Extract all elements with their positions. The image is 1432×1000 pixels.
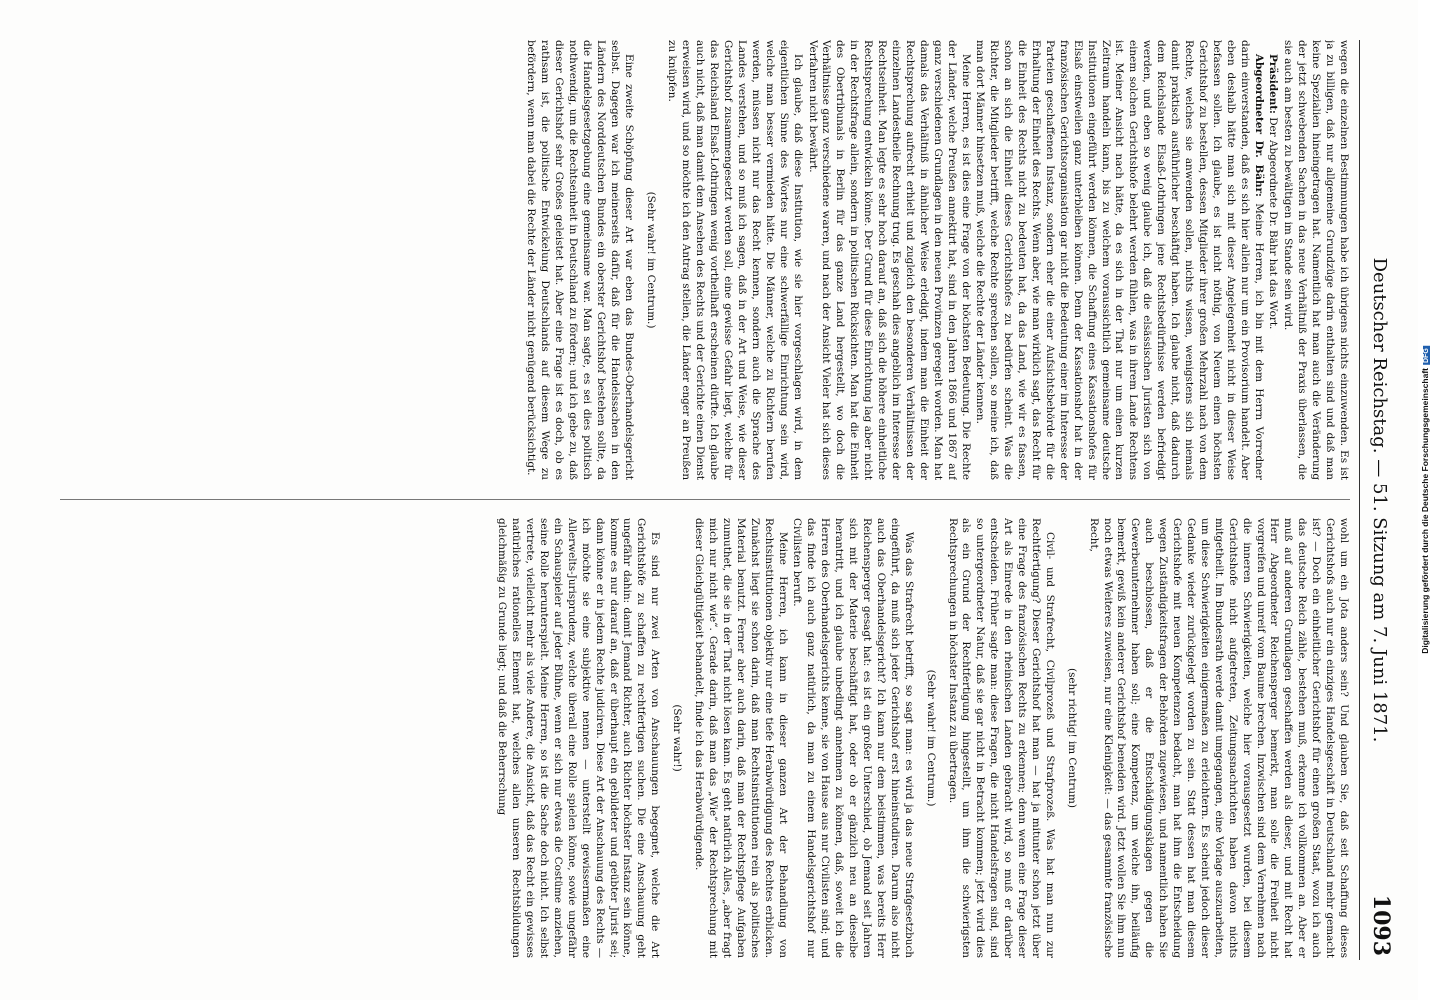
paragraph	[973, 40, 1265, 480]
speaker-label: Abgeordneter Dr. Bähr:	[1252, 54, 1265, 197]
paragraph: wegen die einzelnen Bestimmungen habe ich übrigens nichts einzuwenden. Es ist ja zu billigen, daß nur allgemeine Grundzüge darin enthalten sind und daß man keine Spezialien hineingetragen hat. Namentlich hat man auch die Veränderung der jetzt schwebenden Sachen in das neue Verhältniß der Praxis überlassen, die sie auch am besten zu bewältigen im Stande sein wird.	[1282, 40, 1350, 480]
credit-line	[1420, 346, 1430, 654]
paragraph: Eine zweite Schöpfung dieser Art war eben das Bundes-Oberhandelsgericht selbst. Dagegen war ich meinerseits dafür, daß für die Handelssachen in den Ländern des Norddeutschen Bundes ein oberster Gerichtshof bestehen sollte, da die Handelsgesetzgebung eine gemeinsame war. Man sagte, es sei dies politisch nothwendig, um die Rechtseinheit in Deutschland zu fördern; und ich gebe zu, daß dieser Gerichtshof sehr Großes geleistet hat. Aber eine Frage ist es doch, ob es rathsam ist, die politische Entwickelung Deutschlands auf diesem Wege zu befördern, wenn man dabei die Rechte der Länder nicht genügend berücksichtigt.	[525, 40, 635, 480]
header-rule	[1359, 40, 1360, 960]
speaker-label: Präsident:	[1267, 54, 1280, 114]
running-head	[1356, 40, 1396, 960]
paragraph: wohl um ein Jota anders sein? Und glauben Sie, daß seit Schaffung dieses Gerichtshofs auch nur ein einziges Handelsgeschäft in Deutschland mehr gemacht ist? — Doch ein einheitlicher Gerichtshof für einen großen Staat, wozu ich auch das deutsche Reich zähle, bestehen muß, erkenne ich vollkommen an. Aber er muß auf anderen Grundlagen geschaffen werden als dieser, und mit Recht hat Herr Abgeordneter Reichensperger bemerkt, man solle die Freiheit nicht vorgreifen und unreif vom Baume brechen. Inzwischen sind dem Vernehmen nach die inneren Schwierigkeiten, welche hier vorausgesetzt wurden, bei diesem Gerichtshofe nicht aufgetreten, Zeitungsnachrichten haben davon nichts mitgetheilt. Im Bundesrath werde damit umgegangen, eine Vorlage auszuarbeiten, um diese Schwierigkeiten einigermaßen zu erleichtern. Es scheint jedoch dieser Gedanke wieder zurückgelegt worden zu sein. Statt dessen hat man diesem Gerichtshofe mit neuen Kompetenzen bedacht, man hat ihm die Entscheidung wegen Zuständigkeitsfragen der Behörden zugewiesen, und namentlich haben Sie auch beschlossen, daß er die Entschädigungsklagen gegen die Gewerbeunternehmer haben soll; eine Kompetenz, um welche ihn, beiläufig bemerkt, gewiß kein anderer Gerichtshof beneiden wird. Jetzt wollen Sie ihm nun noch etwas Weiteres zuweisen, nur eine Kleinigkeit: — das gesammte französische Recht,	[1087, 518, 1350, 958]
credit-text: Digitalisierung gefördert durch die Deutsche Forschungsgemeinschaft	[1420, 368, 1430, 654]
paragraph: Meine Herren, es ist dies eine Frage von der höchsten Bedeutung. Die Rechte der Länder, welche Preußen annektirt hat, sind in den Jahren 1866 und 1867 auf ganz verschiedenen Grundlagen in den neuen Provinzen geregelt worden. Man hat damals das Verhältniß in ähnlicher Weise erledigt, indem man die Einheit der Rechtsprechung aufrecht erhielt und zugleich den besonderen Verhältnissen der einzelnen Landestheile Rechnung trug. Es geschah dies angeblich im Interesse der Rechtseinheit. Man legte es sehr hoch darauf an, daß sich die höhere einheitliche Rechtsprechung entwickeln könne. Der Grund für diese Einrichtung lag aber nicht in der Rechtsfrage allein, sondern in politischen Rücksichten. Man hat die Einheit des Obertribunals in Berlin für das ganze Land hergestellt, wo doch die Verhältnisse ganz verschiedene waren, und nach der Ansicht Vieler hat sich dieses Verfahren nicht bewährt.	[806, 40, 972, 480]
digitization-credit	[1418, 0, 1432, 1000]
column-divider	[60, 499, 1350, 500]
page-number: 1093	[1368, 894, 1394, 956]
paragraph-text: Meine Herren, ich bin mit dem Herrn Vorredner darin einverstanden, daß es sich hier allein nur um ein Provisorium handelt. Aber eben deshalb hätte man sich mit dieser Angelegenheit nicht in dieser Weise befassen sollen. Ich glaube, es ist nicht nöthig, von Neuem einen höchsten Gerichtshof zu bestellen, dessen Mitglieder ihrer großen Mehrzahl nach von dem Rechte, welches sie anwenden sollen, nichts wissen, wenigstens sich niemals damit praktisch ausführlicher beschäftigt haben. Ich glaube nicht, daß dadurch dem Reichslande Elsaß-Lothringen jene Rechtsbedürfnisse werden befriedigt werden, und eben so wenig glaube ich, daß die elsässischen Juristen sich von einem solchen Gerichtshofe belehrt werden fühlen, was in ihrem Lande Rechtens ist. Meiner Ansicht nach hätte, da es sich in der That nur um einen kurzen Zeitraum handeln kann, bis zu welchem voraussichtlich gemeinsame deutsche Institutionen eingeführt werden können, die Schaffung eines Kassationshofes für Elsaß einstweilen ganz unterbleiben können. Denn der Kassationshof hat in der französischen Gerichtsorganisation gar nicht die Bedeutung einer im Interesse der Parteien geschaffenen Instanz, sondern eher die einer Aufsichtsbehörde für die Erhaltung der Einheit des Rechts. Wenn aber, wie man wirklich sagt, das Recht für die Einheit des Rechts nicht zu bedeuten hat, da das Land, wie wir es fassen, schon an sich die Einheit dieses Gerichtshofes zu bedürfen scheint. Was die Richter, die Mitglieder betrifft, welche Rechte sprechen sollen, so meine ich, daß man dort Männer hinsetzen muß, welche die Rechte der Länder kennen.	[974, 40, 1265, 480]
rotated-print-page	[36, 40, 1396, 960]
interjection: (Sehr wahr! im Centrum.)	[924, 669, 937, 807]
paragraph: Civil- und Strafrecht, Civilprozeß und Strafprozeß. Was hat man nun zur Rechtfertigung? Dieser Gerichtshof hat man — hat ja mitunter schon jetzt über eine Frage des französischen Rechts zu erkennen; denn wenn eine Frage dieser Art als Einrede in den rheinischen Landen gebracht wird, so muß er darüber entscheiden. Früher sagte man: diese Fragen, die nicht Handelsfragen sind, sind so untergeordneter Natur, daß sie gar nicht in Betracht kommen; jetzt wird dies als ein Grund der Rechtfertigung hingestellt, um ihm die schwierigsten Rechtsprechungen in höchster Instanz zu übertragen.	[946, 518, 1056, 958]
text-column-right	[50, 518, 1350, 958]
paragraph-text: Der Abgeordnete Dr. Bähr hat das Wort.	[1267, 117, 1280, 330]
interjection: (Sehr wahr!)	[671, 704, 684, 772]
paragraph: Es sind nur zwei Arten von Anschauungen begegnet, welche die Art Gerichtshöfe zu schaffen zu rechtfertigen suchen. Die eine Anschauung geht ungefähr dahin: damit Jemand Richter, auch Richter höchster Instanz sein könne, komme es nur darauf an, daß er überhaupt ein gebildeter und geübter Jurist sei; dann könne er in jedem Rechte judiciren. Diese Art der Anschauung des Rechts — ich möchte sie eine subjektive nennen — unterstellt gewissermaßen eine Allerwelts-Jurisprudenz, welche überall eine Rolle spielen könne, sowie ungefähr ein Schauspieler auf jeder Bühne, wenn er sich nur etwas die Costüme anziehen, seine Rolle herunterspielt. Meine Herren, so ist die Sache doch nicht. Ich selbst vertrete, vielleicht mehr als viele Andere, die Ansicht, daß das Recht ein gewisses natürliches rationelles Element hat, welches allen unseren Rechtsbildungen gleichmäßig zu Grunde liegt; und daß die Beherrschung	[496, 518, 662, 958]
paragraph: Ich glaube, daß diese Institution, wie sie hier vorgeschlagen wird, in dem eigentlichen Sinne des Wortes nur eine schwerfällige Einrichtung sein wird, welche man besser vermieden hätte. Die Männer, welche zu Richtern berufen werden, müssen nicht nur das Recht kennen, sondern auch die Sprache des Landes verstehen, und so muß ich sagen, daß in der Art und Weise, wie dieser Gerichtshof zusammengesetzt werden soll, eine gewisse Gefahr liegt, welche für das Reichsland Elsaß-Lothringen wenig vortheilhaft erscheinen dürfte. Ich glaube auch nicht, daß man damit dem Ansehen des Rechts und der Gerichte einen Dienst erweisen wird, und so möchte ich den Antrag stellen, die Länder enger an Preußen zu knüpfen.	[666, 40, 804, 480]
interjection: (sehr richtig! im Centrum)	[1065, 668, 1078, 808]
text-column-left	[50, 40, 1350, 480]
paragraph	[1266, 40, 1280, 480]
interjection: (Sehr wahr! im Centrum.)	[644, 191, 657, 329]
dfg-logo: DFG	[1423, 348, 1430, 364]
paragraph: Was das Strafrecht betrifft, so sagt man: es wird ja das neue Strafgesetzbuch eingeführt, da muß sich jeder Gerichtshof erst hineinstudiren. Darum also nicht auch das Oberhandelsgericht? Ich kann nur dem beistimmen, was bereits Herr Reichensperger gesagt hat: es ist ein großer Unterschied, ob Jemand seit Jahren sich mit der Materie beschäftigt hat, oder ob er gänzlich neu an dieselbe herantritt, und ich glaube unbedingt annehmen zu können, daß, soweit ich die Herren des Oberhandelsgerichts kenne, sie von Hause aus nur Civilisten sind; und das finde ich auch ganz natürlich, da man zu einem Handelsgerichtshof nur Civilisten beruft.	[791, 518, 915, 958]
running-head-title: Deutscher Reichstag. — 51. Sitzung am 7. Juni 1871.	[1369, 257, 1390, 743]
paragraph: Meine Herren, ich kann in dieser ganzen Art der Behandlung von Rechtsinstitutionen objektiv nur eine tiefe Herabwürdigung des Rechtes erblicken. Zunächst liegt sie schon darin, daß man Rechtsinstitutionen rein als politisches Material benutzt. Ferner aber auch darin, daß man der Rechtspflege Aufgaben zumuthet, die sie in der That nicht lösen kann. Es geht natürlich Alles, „aber fragt mich nur nicht wie“. Gerade darin, daß man das „Wie“ der Rechtsprechung mit dieser Gleichgültigkeit behandelt, finde ich das Herabwürdigende.	[693, 518, 789, 958]
